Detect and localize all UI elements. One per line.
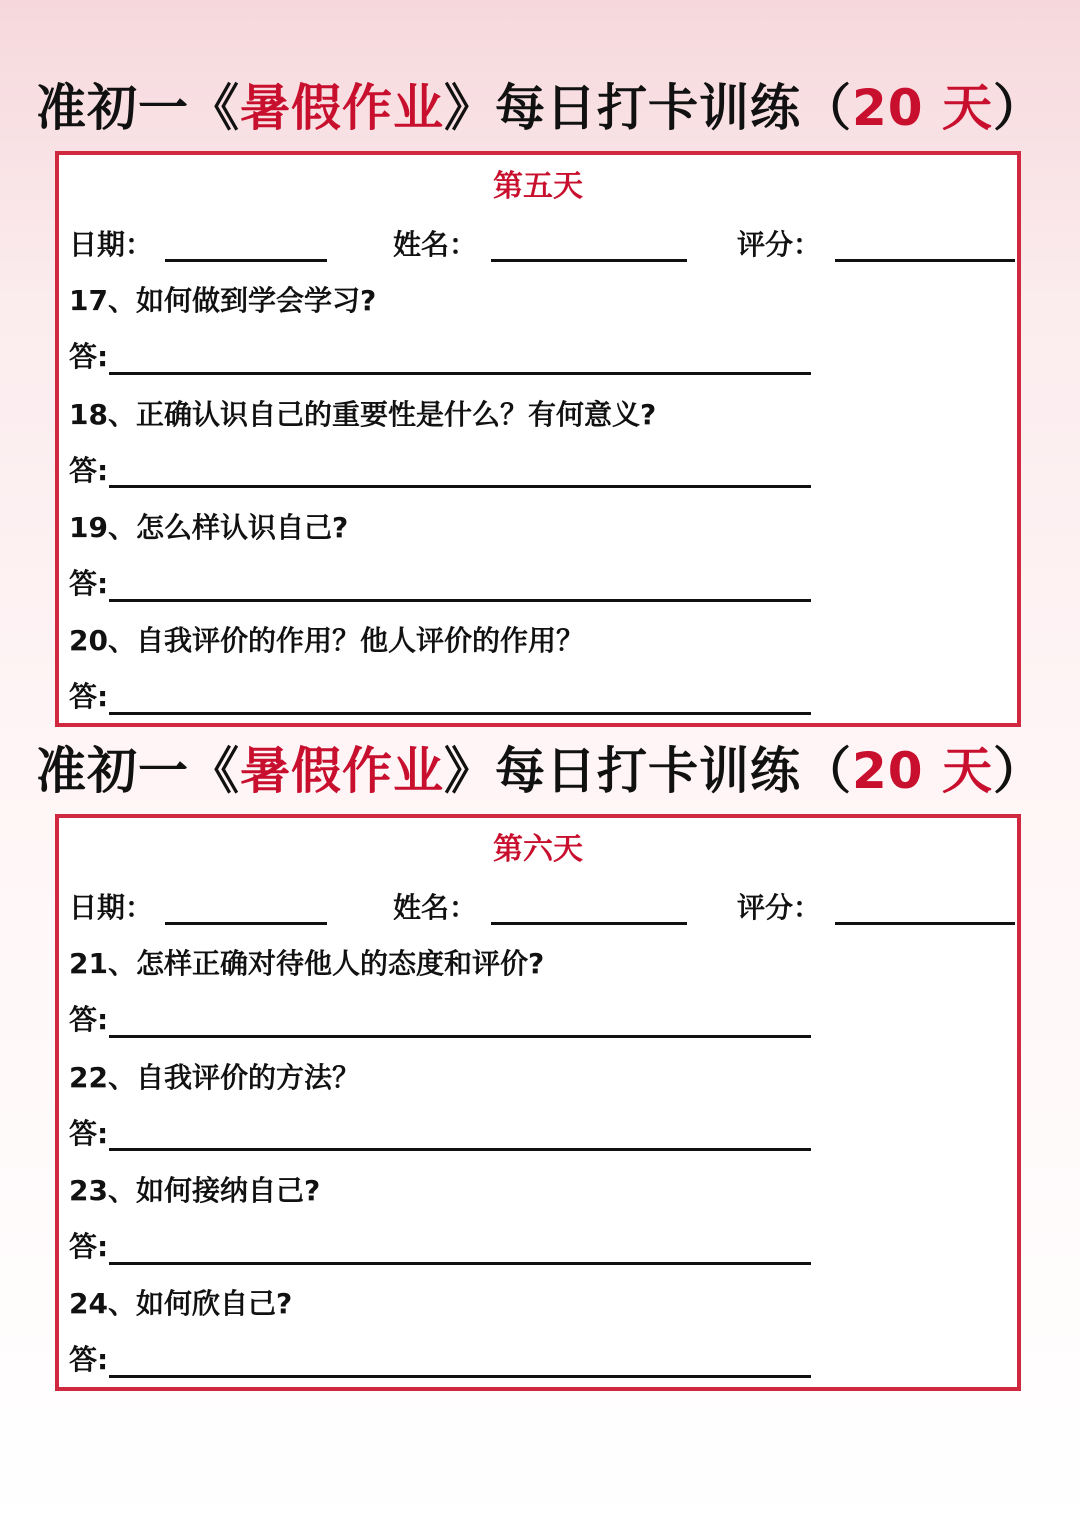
question-23: 23、如何接纳自己? bbox=[69, 1174, 321, 1207]
title-close: ） bbox=[993, 742, 1044, 800]
title-prefix: 准初一《 bbox=[36, 742, 240, 800]
section-title-1 bbox=[0, 78, 1080, 138]
date-field[interactable] bbox=[165, 922, 327, 925]
answer-line-24[interactable] bbox=[109, 1375, 811, 1378]
date-label: 日期： bbox=[69, 228, 154, 261]
day-card-2 bbox=[55, 814, 1021, 1391]
title-close: ） bbox=[993, 79, 1044, 137]
name-label: 姓名： bbox=[393, 228, 478, 261]
day-title: 第六天 bbox=[493, 832, 583, 867]
question-22: 22、自我评价的方法？ bbox=[69, 1061, 360, 1094]
answer-label: 答: bbox=[69, 340, 109, 373]
question-24: 24、如何欣自己? bbox=[69, 1287, 293, 1320]
answer-line-17[interactable] bbox=[109, 372, 811, 375]
score-label: 评分： bbox=[737, 228, 822, 261]
title-highlight: 暑假作业 bbox=[240, 79, 444, 137]
title-suffix: 》每日打卡训练（ bbox=[444, 742, 852, 800]
title-prefix: 准初一《 bbox=[36, 79, 240, 137]
answer-label: 答: bbox=[69, 1230, 109, 1263]
section-title-2 bbox=[0, 741, 1080, 801]
question-19: 19、怎么样认识自己? bbox=[69, 511, 349, 544]
answer-label: 答: bbox=[69, 680, 109, 713]
answer-line-19[interactable] bbox=[109, 599, 811, 602]
score-field[interactable] bbox=[835, 259, 1015, 262]
title-days: 20 天 bbox=[852, 742, 993, 800]
day-card-1 bbox=[55, 151, 1021, 727]
answer-line-20[interactable] bbox=[109, 712, 811, 715]
score-field[interactable] bbox=[835, 922, 1015, 925]
question-18: 18、正确认识自己的重要性是什么？有何意义? bbox=[69, 398, 657, 431]
date-field[interactable] bbox=[165, 259, 327, 262]
title-suffix: 》每日打卡训练（ bbox=[444, 79, 852, 137]
answer-line-18[interactable] bbox=[109, 485, 811, 488]
name-field[interactable] bbox=[491, 259, 687, 262]
title-days: 20 天 bbox=[852, 79, 993, 137]
answer-label: 答: bbox=[69, 1003, 109, 1036]
name-label: 姓名： bbox=[393, 891, 478, 924]
answer-label: 答: bbox=[69, 567, 109, 600]
answer-line-22[interactable] bbox=[109, 1148, 811, 1151]
date-label: 日期： bbox=[69, 891, 154, 924]
answer-line-23[interactable] bbox=[109, 1262, 811, 1265]
answer-label: 答: bbox=[69, 1343, 109, 1376]
name-field[interactable] bbox=[491, 922, 687, 925]
answer-label: 答: bbox=[69, 1117, 109, 1150]
question-20: 20、自我评价的作用？他人评价的作用？ bbox=[69, 624, 584, 657]
score-label: 评分： bbox=[737, 891, 822, 924]
question-17: 17、如何做到学会学习? bbox=[69, 284, 377, 317]
day-title: 第五天 bbox=[493, 169, 583, 204]
answer-label: 答: bbox=[69, 454, 109, 487]
question-21: 21、怎样正确对待他人的态度和评价? bbox=[69, 947, 545, 980]
answer-line-21[interactable] bbox=[109, 1035, 811, 1038]
title-highlight: 暑假作业 bbox=[240, 742, 444, 800]
